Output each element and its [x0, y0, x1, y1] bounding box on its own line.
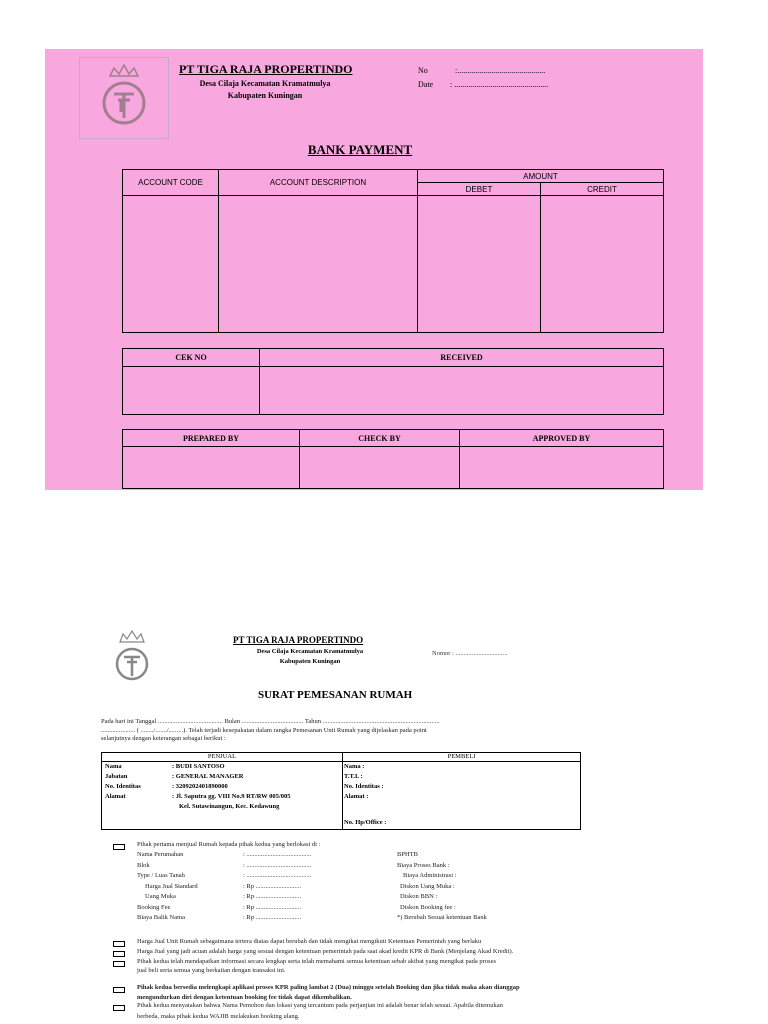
crown-logo-icon [80, 58, 168, 138]
term-line: Pihak kedua bersedia melengkapi aplikasi proses KPR paling lambat 2 (Dua) minggu setelah Booking dan jika tidak maka akan dianggap [137, 984, 520, 991]
property-detail-value[interactable]: : ........................................ [243, 861, 312, 869]
company-address-1: Desa Cilaja Kecamatan Kramatmulya [199, 79, 331, 88]
seller-details [102, 762, 343, 830]
property-detail-value[interactable]: : Rp ............................ [243, 893, 302, 900]
amount-header: AMOUNT [418, 170, 664, 183]
checkbox[interactable] [113, 941, 125, 947]
approved-by-header: APPROVED BY [460, 430, 664, 447]
property-detail-label: Nama Perumahan [137, 851, 184, 858]
debet-cell[interactable] [418, 196, 541, 333]
seller-name-label: Nama [105, 763, 122, 770]
cheque-table [122, 348, 664, 415]
seller-position-value: : GENERAL MANAGER [172, 773, 244, 780]
buyer-phone-field[interactable]: No. Hp/Office : [344, 819, 387, 826]
property-detail-label: Type / Luas Tanah [137, 872, 185, 879]
intro-line: selanjutnya dengan keterangan sebagai berikut : [101, 735, 226, 742]
term-line: Pihak kedua menyatakan bahwa Nama Pemohon dan lokasi yang tercantum pada perjanjian ini adalah benar telah sesuai. Apabila ditemukan [137, 1002, 503, 1009]
no-value: :............................................ [455, 66, 546, 75]
seller-address-value-2: Kel. Sutawinangun, Kec. Kedawung [179, 803, 280, 810]
nomor-field[interactable]: Nomor : ................................ [432, 650, 508, 657]
credit-header: CREDIT [541, 183, 664, 196]
property-detail-label: Blok [137, 861, 150, 869]
term-line: mengundurkan diri dengan ketentuan booking fee tidak dapat dikembalikan. [137, 994, 352, 1001]
check-by-header: CHECK BY [300, 430, 460, 447]
account-code-cell[interactable] [123, 196, 219, 333]
company-address-1: Desa Cilaja Kecamatan Kramatmulya [256, 648, 364, 655]
term-line: berbeda, maka pihak kedua WAJIB melakukan booking ulang. [137, 1013, 300, 1020]
seller-address-value: : Jl. Saputra gg. VIII No.9 RT/RW 005/005 [172, 793, 291, 800]
received-header: RECEIVED [260, 349, 664, 367]
debet-header: DEBET [418, 183, 541, 196]
intro-line: Pada hari ini Tanggal ........................................ Bulan ...................................... Tahun ........................................................................ [101, 718, 440, 725]
credit-cell[interactable] [541, 196, 664, 333]
date-value: : ............................................... [450, 80, 549, 89]
date-label: Date [418, 80, 434, 89]
property-detail-value[interactable]: : Rp ............................ [243, 914, 302, 921]
account-description-cell[interactable] [219, 196, 418, 333]
property-detail-value[interactable]: : Rp ............................ [243, 903, 302, 911]
buyer-details[interactable] [343, 762, 581, 830]
prepared-by-cell[interactable] [123, 447, 300, 489]
received-cell[interactable] [260, 367, 664, 415]
cek-no-cell[interactable] [123, 367, 260, 415]
checkbox[interactable] [113, 1005, 125, 1011]
company-name: PT TIGA RAJA PROPERTINDO [179, 62, 353, 76]
intro-line: ..................... ( ......../......./.........). Telah terjadi kesepakatan dalam rangka Pemesanan Unit Rumah yang dijelaskan pada point [101, 726, 427, 734]
property-detail-value[interactable]: : ........................................ [243, 872, 312, 879]
seller-address-label: Alamat [105, 793, 126, 800]
buyer-name-field[interactable]: Nama : [344, 763, 365, 770]
checkbox[interactable] [113, 844, 125, 850]
letter-title: SURAT PEMESANAN RUMAH [258, 689, 413, 701]
property-detail-value[interactable]: : Rp ............................ [243, 882, 302, 890]
point-1-text: Pihak pertama menjual Rumah kepada pihak kedua yang berlokasi di : [137, 841, 321, 848]
property-detail-label: Uang Muka [145, 893, 176, 900]
buyer-id-field[interactable]: No. Identitas : [344, 783, 384, 790]
bank-payment-voucher [45, 49, 703, 490]
checkbox[interactable] [113, 951, 125, 957]
property-detail-label: Harga Jual Standard [145, 882, 198, 890]
voucher-title: BANK PAYMENT [307, 142, 413, 157]
term-line: Harga Jual Unit Rumah sebagaimana tertera diatas dapat berubah dan tidak mengikat mengikuti Ketentuan Pemerintah yang berlaku [137, 938, 482, 945]
parties-table [101, 752, 581, 830]
check-by-cell[interactable] [300, 447, 460, 489]
term-line: Pihak kedua telah mendapatkan informasi secara lengkap serta telah memahami semua ketentuan sebab akibat yang mengikat pada proses [137, 958, 496, 965]
term-line: jual beli serta semua yang berkaitan dengan transaksi ini. [137, 967, 286, 974]
seller-id-value: : 3209202401890000 [172, 783, 228, 790]
account-code-header: ACCOUNT CODE [123, 170, 219, 196]
term-line: Harga Jual yang jadi acuan adalah harga yang sesuai dengan ketentuan pemerintah pada saat akad kredit KPR di Bank (Menjelang Akad Kredit). [137, 948, 514, 955]
cost-detail-item: Diskon BBN : [400, 893, 438, 900]
account-description-header: ACCOUNT DESCRIPTION [219, 170, 418, 196]
company-name: PT TIGA RAJA PROPERTINDO [233, 635, 364, 645]
property-detail-label: Booking Fee [137, 903, 171, 911]
property-detail-value[interactable]: : ........................................ [243, 851, 312, 858]
no-label: No [418, 66, 428, 75]
cek-no-header: CEK NO [123, 349, 260, 367]
cost-detail-item: Biaya Administrasi : [403, 872, 457, 879]
signature-table [122, 429, 664, 489]
seller-id-label: No. Identitas [105, 783, 141, 790]
approved-by-cell[interactable] [460, 447, 664, 489]
seller-name-value: : BUDI SANTOSO [172, 763, 225, 770]
cost-detail-item: Diskon Uang Muka : [400, 882, 455, 890]
property-detail-label: Biaya Balik Nama [137, 914, 186, 921]
buyer-birth-field[interactable]: T.T.L : [344, 773, 363, 780]
company-logo [79, 57, 169, 139]
company-address-2: Kabupaten Kuningan [279, 658, 341, 665]
checkbox[interactable] [113, 987, 125, 993]
intro-paragraph [101, 718, 581, 744]
cost-detail-item: BPHTB [397, 851, 418, 858]
cost-detail-item: *) Berubah Sesuai ketentuan Bank [397, 914, 487, 921]
seller-position-label: Jabatan [105, 773, 128, 780]
seller-header: PENJUAL [102, 753, 343, 762]
prepared-by-header: PREPARED BY [123, 430, 300, 447]
account-table [122, 169, 664, 333]
company-address-2: Kabupaten Kuningan [227, 91, 303, 100]
buyer-address-field[interactable]: Alamat : [344, 793, 369, 800]
cost-detail-item: Diskon Booking fee : [400, 903, 456, 911]
buyer-header: PEMBELI [343, 753, 581, 762]
checkbox[interactable] [113, 961, 125, 967]
crown-logo-icon [108, 628, 156, 688]
house-order-letter [0, 620, 768, 1024]
cost-detail-item: Biaya Proses Bank : [397, 861, 450, 869]
